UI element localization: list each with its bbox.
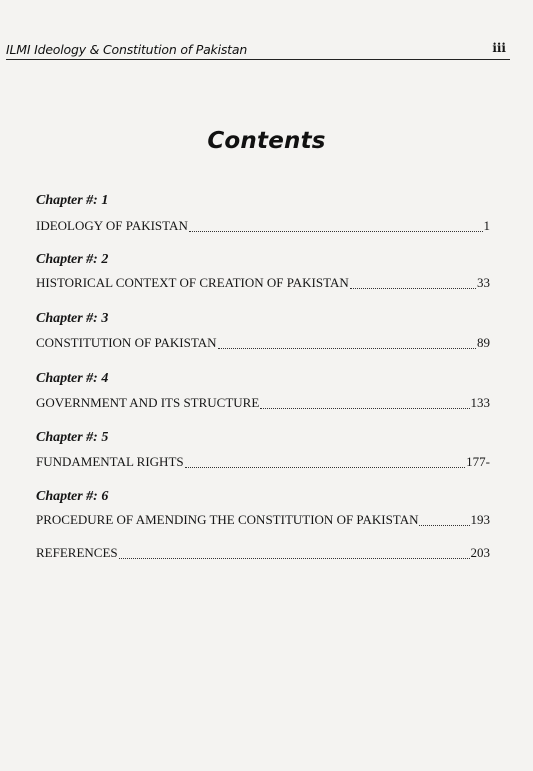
toc-entry-page: 177- xyxy=(466,454,490,469)
header-book-title: ILMI Ideology & Constitution of Pakistan xyxy=(6,42,248,57)
toc-entry-4[interactable] xyxy=(36,395,490,413)
toc-entry-title: IDEOLOGY OF PAKISTAN xyxy=(36,218,188,233)
toc-entry-title: HISTORICAL CONTEXT OF CREATION OF PAKISTAN xyxy=(36,275,349,290)
dot-leader xyxy=(350,288,476,289)
toc-entry-6[interactable] xyxy=(36,512,490,530)
chapter-heading-3: Chapter #: 3 xyxy=(36,311,109,326)
toc-entry-title: FUNDAMENTAL RIGHTS xyxy=(36,454,184,469)
contents-title: Contents xyxy=(207,128,326,154)
chapter-heading-1: Chapter #: 1 xyxy=(36,193,109,208)
toc-entry-title: REFERENCES xyxy=(36,545,118,560)
header-rule xyxy=(6,59,510,60)
toc-entry-page: 203 xyxy=(470,545,490,560)
chapter-heading-2: Chapter #: 2 xyxy=(36,252,109,267)
toc-entry-title: PROCEDURE OF AMENDING THE CONSTITUTION OF PAKISTAN xyxy=(36,512,419,527)
dot-leader xyxy=(119,558,470,559)
toc-entry-3[interactable] xyxy=(36,335,490,353)
dot-leader xyxy=(189,231,483,232)
dot-leader xyxy=(218,348,477,349)
toc-entry-page: 1 xyxy=(483,218,490,233)
dot-leader xyxy=(185,467,466,468)
toc-entry-references[interactable] xyxy=(36,545,490,563)
dot-leader xyxy=(260,408,469,409)
toc-entry-page: 193 xyxy=(470,512,490,527)
toc-entry-2[interactable] xyxy=(36,275,490,293)
toc-entry-page: 33 xyxy=(477,275,490,290)
chapter-heading-6: Chapter #: 6 xyxy=(36,489,109,504)
toc-entry-5[interactable] xyxy=(36,454,490,472)
dot-leader xyxy=(419,525,469,526)
toc-entry-1[interactable] xyxy=(36,218,490,236)
running-header xyxy=(6,40,510,62)
toc-entry-page: 133 xyxy=(470,395,490,410)
toc-entry-title: GOVERNMENT AND ITS STRUCTURE xyxy=(36,395,260,410)
chapter-heading-5: Chapter #: 5 xyxy=(36,430,109,445)
toc-entry-page: 89 xyxy=(477,335,490,350)
toc-entry-title: CONSTITUTION OF PAKISTAN xyxy=(36,335,217,350)
header-page-number: iii xyxy=(492,41,506,55)
chapter-heading-4: Chapter #: 4 xyxy=(36,371,109,386)
